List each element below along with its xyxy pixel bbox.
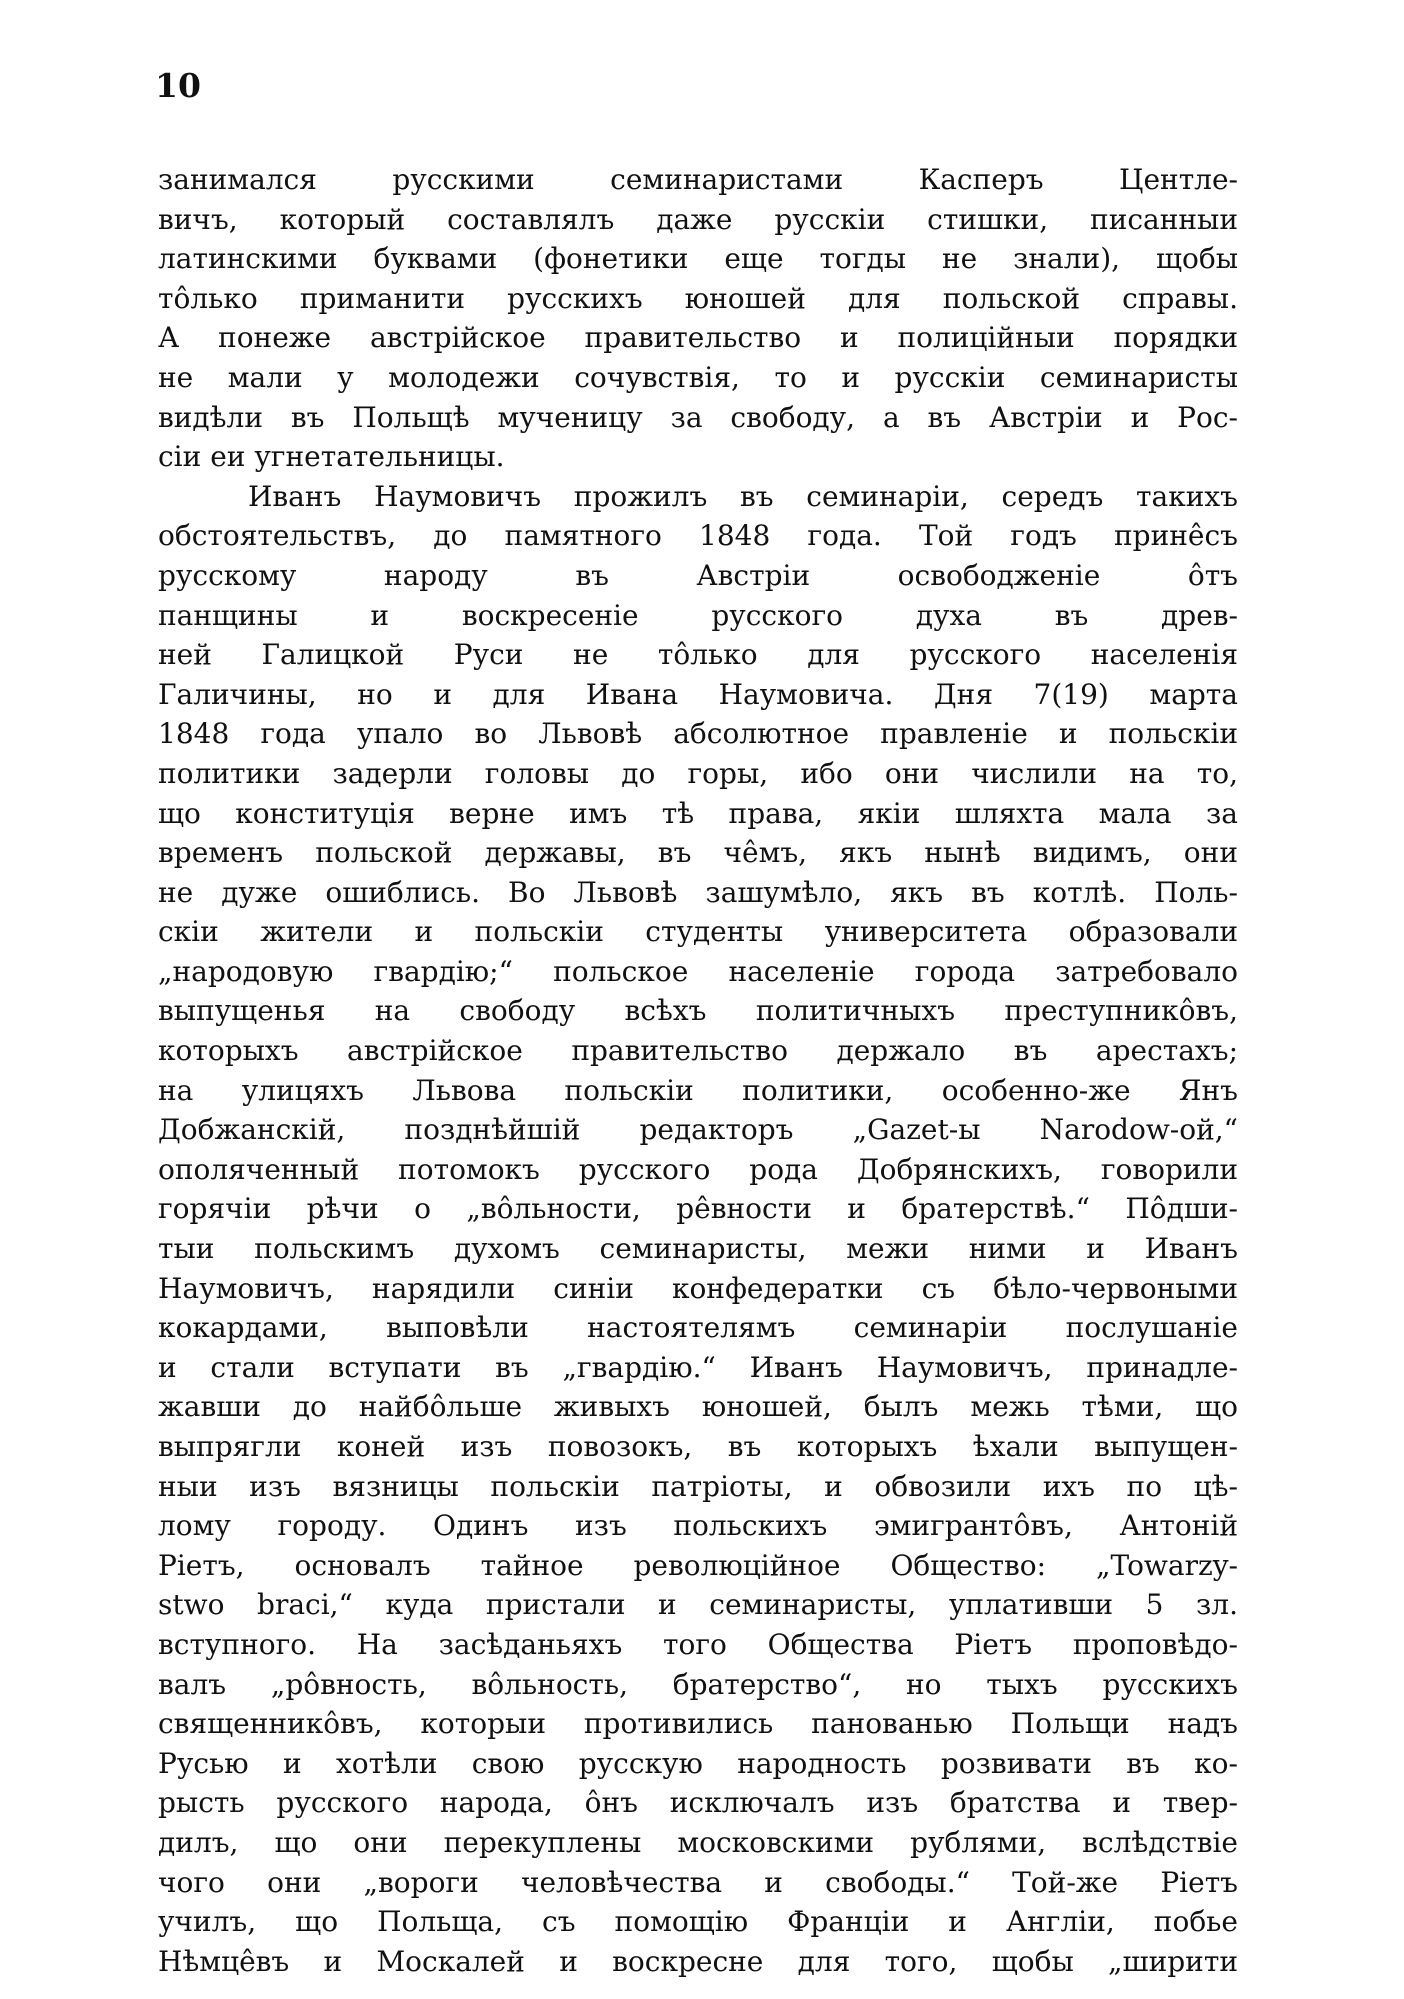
text-line: Наумовичъ, нарядили синіи конфедератки съ бѣло-червоными	[158, 1271, 1238, 1305]
text-line: на улицяхъ Львова польскіи политики, особенно-же Янъ	[158, 1073, 1238, 1107]
text-line: ней Галицкой Руси не тôлько для русского населенія	[158, 638, 1238, 672]
text-line: выпрягли коней изъ повозокъ, въ которыхъ ѣхали выпущен-	[158, 1430, 1238, 1463]
text-line: горячіи рѣчи о „вôльности, рêвности и братерствѣ.“ Пôдши-	[158, 1192, 1238, 1226]
text-line: чого они „вороги человѣчества и свободы.“ Той-же Ріетъ	[158, 1865, 1238, 1899]
text-line: валъ „рôвность, вôльность, братерство“, но тыхъ русскихъ	[158, 1667, 1238, 1701]
text-line: ныи изъ вязницы польскіи патріоты, и обвозили ихъ по цѣ-	[158, 1469, 1238, 1503]
body-text	[158, 160, 1238, 1981]
text-line: 1848 года упало во Львовѣ абсолютное правленіе и польскіи	[158, 717, 1238, 751]
text-line: политики задерли головы до горы, ибо они числили на то,	[158, 756, 1238, 790]
text-line: русскому народу въ Австріи освободженіе ôтъ	[158, 558, 1238, 592]
text-line: латинскими буквами (фонетики еще тогды не знали), щобы	[158, 242, 1238, 276]
paragraph-start-line: Иванъ Наумовичъ прожилъ въ семинаріи, середъ такихъ	[248, 479, 1238, 513]
text-line: не дуже ошиблись. Во Львовѣ зашумѣло, якъ въ котлѣ. Поль-	[158, 875, 1238, 909]
text-line: выпущенья на свободу всѣхъ политичныхъ преступникôвъ,	[158, 994, 1238, 1028]
text-line: stwo braci,“ куда пристали и семинаристы, уплативши 5 зл.	[158, 1588, 1238, 1622]
text-line: жавши до найбôльше живыхъ юношей, былъ межь тѣми, що	[158, 1390, 1238, 1424]
text-line: Галичины, но и для Ивана Наумовича. Дня 7(19) марта	[158, 677, 1238, 711]
text-line: Добжанскій, позднѣйшій редакторъ „Gazet-ы Narodow-ой,“	[158, 1113, 1238, 1147]
text-line: „народовую гвардію;“ польское населеніе города затребовало	[158, 954, 1238, 988]
text-line: временъ польской державы, въ чêмъ, якъ нынѣ видимъ, они	[158, 836, 1238, 870]
text-line: занимался русскими семинаристами Касперъ Центле-	[158, 163, 1238, 196]
text-line: кокардами, выповѣли настоятелямъ семинаріи послушаніе	[158, 1311, 1238, 1345]
text-line: не мали у молодежи сочувствія, то и русскіи семинаристы	[158, 360, 1238, 394]
text-line: сіи еи угнетательницы.	[158, 440, 505, 474]
text-line: що конституція верне имъ тѣ права, якіи шляхта мала за	[158, 796, 1238, 830]
text-line: рысть русского народа, ôнъ исключалъ изъ братства и твер-	[158, 1786, 1238, 1820]
text-line: А понеже австрійское правительство и полиційныи порядки	[158, 321, 1238, 355]
text-line: Ріетъ, основалъ тайное революційное Общество: „Towarzy-	[158, 1548, 1238, 1582]
text-line: дилъ, що они перекуплены московскими рублями, вслѣдствіе	[158, 1825, 1238, 1859]
text-line: ополяченный потомокъ русского рода Добрянскихъ, говорили	[158, 1152, 1238, 1186]
text-line: скіи жители и польскіи студенты университета образовали	[158, 915, 1238, 949]
text-line: вичъ, который составлялъ даже русскіи стишки, писанныи	[158, 202, 1238, 236]
text-line: панщины и воскресеніе русского духа въ древ-	[158, 598, 1238, 632]
text-line: Русью и хотѣли свою русскую народность розвивати въ ко-	[158, 1746, 1238, 1780]
text-line: тôлько приманити русскихъ юношей для польской справы.	[158, 281, 1238, 315]
text-line: видѣли въ Польщѣ мученицу за свободу, а въ Австріи и Рос-	[158, 400, 1238, 434]
text-line: Нѣмцêвъ и Москалей и воскресне для того, щобы „ширити	[158, 1944, 1238, 1978]
text-line: и стали вступати въ „гвардію.“ Иванъ Наумовичъ, принадле-	[158, 1350, 1238, 1384]
text-line: училъ, що Польща, съ помощію Франціи и Англіи, побье	[158, 1905, 1238, 1939]
text-line: обстоятельствъ, до памятного 1848 года. Той годъ принêсъ	[158, 519, 1238, 553]
text-line: вступного. На засѣданьяхъ того Общества Ріетъ проповѣдо-	[158, 1627, 1238, 1661]
text-line: тыи польскимъ духомъ семинаристы, межи ними и Иванъ	[158, 1232, 1238, 1266]
text-line: священникôвъ, которыи противились панованью Польщи надъ	[158, 1707, 1238, 1741]
page-number: 10	[155, 66, 201, 105]
text-line: которыхъ австрійское правительство держало въ арестахъ;	[158, 1034, 1238, 1068]
text-line: лому городу. Одинъ изъ польскихъ эмигрантôвъ, Антоній	[158, 1509, 1238, 1543]
